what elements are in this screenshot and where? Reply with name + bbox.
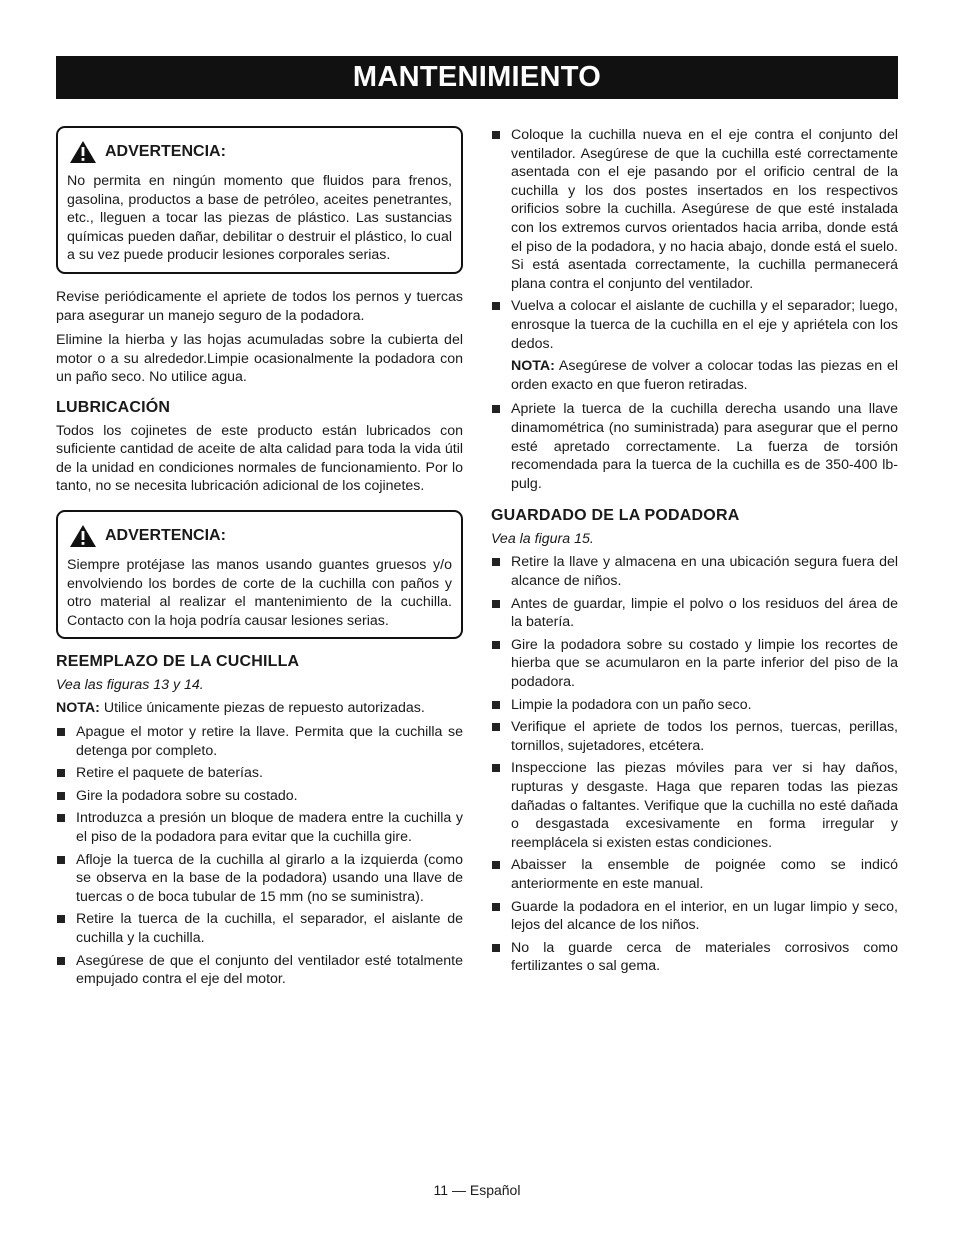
section-heading-blade-replacement: REEMPLAZO DE LA CUCHILLA: [56, 653, 300, 671]
note-text: Utilice únicamente piezas de repuesto autorizadas.: [103, 700, 425, 717]
list-item: Inspeccione las piezas móviles para ver si hay daños, rupturas y desgaste. Haga que reparen todas las piezas dañadas o faltantes. Verifique que la cuchilla no esté dañada o desgastada excesivamente en forma irregular y reemplácela si existen estas condiciones.: [491, 759, 898, 852]
bullet-square-icon: [57, 792, 65, 800]
warning-text: Siempre protéjase las manos usando guantes gruesos y/o envolviendo los bordes de corte de la cuchilla con paños y otro material al realizar el mantenimiento de la cuchilla. Contacto con la hoja podría causar lesiones serias.: [67, 556, 452, 629]
paragraph-lubrication: Todos los cojinetes de este producto están lubricados con suficiente cantidad de aceite de alta calidad para toda la vida útil de la unidad en condiciones normales de funcionamiento. Por lo tanto, no se necesita lubricación adicional de los cojinetes.: [56, 422, 463, 495]
list-item: Abaisser la ensemble de poignée como se indicó anteriormente en este manual.: [491, 856, 898, 893]
list-item: Antes de guardar, limpie el polvo o los residuos del área de la batería.: [491, 595, 898, 632]
bullet-square-icon: [57, 769, 65, 777]
warning-triangle-icon: [69, 140, 97, 164]
blade-install-steps: [491, 126, 898, 353]
list-item: Gire la podadora sobre su costado.: [56, 787, 463, 806]
list-item: Coloque la cuchilla nueva en el eje contra el conjunto del ventilador. Asegúrese de que la cuchilla esté correctamente asentada con el eje pasando por el orificio central de la cuchilla y los dos postes insertados en los respectivos orificios sobre la cuchilla. Asegúrese de que esté instalada con los extremos curvos orientados hacia arriba, donde está el piso de la podadora, y no hacia abajo, donde está el suelo. Si está asentada correctamente, la cuchilla permanecerá plana contra el conjunto del ventilador.: [491, 126, 898, 293]
bullet-square-icon: [57, 728, 65, 736]
list-item: Guarde la podadora en el interior, en un lugar limpio y seco, lejos del alcance de los niños.: [491, 898, 898, 935]
list-item: Verifique el apriete de todos los pernos, tuercas, perillas, tornillos, sujetadores, etcétera.: [491, 718, 898, 755]
bullet-square-icon: [492, 903, 500, 911]
section-heading-lubrication: LUBRICACIÓN: [56, 398, 171, 416]
figure-reference: Vea la figura 15.: [491, 530, 594, 547]
bullet-square-icon: [492, 558, 500, 566]
left-column: [56, 126, 463, 993]
section-heading-storage: GUARDADO DE LA PODADORA: [491, 507, 740, 525]
storage-steps: [491, 553, 898, 975]
bullet-square-icon: [492, 944, 500, 952]
note: [56, 699, 463, 718]
page-number: 11 — Español: [433, 1182, 521, 1198]
note: [491, 357, 898, 394]
warning-header: [69, 140, 452, 164]
list-item: Afloje la tuerca de la cuchilla al girarlo a la izquierda (como se observa en la base de la podadora) usando una llave de tuercas o de boca tubular de 15 mm (no se suministra).: [56, 851, 463, 907]
list-item: Limpie la podadora con un paño seco.: [491, 696, 898, 715]
bullet-square-icon: [57, 957, 65, 965]
paragraph-check-bolts: Revise periódicamente el apriete de todos los pernos y tuercas para asegurar un manejo seguro de la podadora.: [56, 288, 463, 324]
warning-box-fluids: [56, 126, 463, 274]
note-text: Asegúrese de volver a colocar todas las piezas en el orden exacto en que fueron retiradas.: [511, 358, 898, 393]
list-item: Gire la podadora sobre su costado y limpie los recortes de hierba que se acumularon en la parte inferior del piso de la podadora.: [491, 636, 898, 692]
right-column: [491, 126, 898, 980]
figure-reference: Vea las figuras 13 y 14.: [56, 676, 204, 693]
bullet-square-icon: [492, 641, 500, 649]
warning-text: No permita en ningún momento que fluidos para frenos, gasolina, productos a base de petróleo, aceites penetrantes, etc., lleguen a tocar las piezas de plástico. Las sustancias químicas pueden dañar, debilitar o destruir el plástico, lo cual a su vez puede producir lesiones corporales serias.: [67, 173, 452, 264]
list-item: Vuelva a colocar el aislante de cuchilla y el separador; luego, enrosque la tuerca de la cuchilla en el eje y apriétela con los dedos.: [491, 297, 898, 353]
bullet-square-icon: [492, 723, 500, 731]
list-item: No la guarde cerca de materiales corrosivos como fertilizantes o sal gema.: [491, 939, 898, 976]
list-item: Introduzca a presión un bloque de madera entre la cuchilla y el piso de la podadora para evitar que la cuchilla gire.: [56, 809, 463, 846]
bullet-square-icon: [492, 764, 500, 772]
list-item: Retire la llave y almacena en una ubicación segura fuera del alcance de niños.: [491, 553, 898, 590]
note-label: NOTA:: [511, 358, 555, 375]
bullet-square-icon: [492, 405, 500, 413]
bullet-square-icon: [57, 814, 65, 822]
list-item: Apague el motor y retire la llave. Permita que la cuchilla se detenga por completo.: [56, 723, 463, 760]
warning-box-gloves: [56, 510, 463, 639]
bullet-square-icon: [492, 131, 500, 139]
bullet-square-icon: [57, 856, 65, 864]
note-label: NOTA:: [56, 700, 100, 717]
list-item: Retire la tuerca de la cuchilla, el separador, el aislante de cuchilla y la cuchilla.: [56, 910, 463, 947]
list-item: Apriete la tuerca de la cuchilla derecha usando una llave dinamométrica (no suministrada) para asegurar que el perno esté apretado correctamente. La fuerza de torsión recomendada para la tuerca de la cuchilla es de 350-400 lb-pulg.: [491, 400, 898, 493]
paragraph-clean-mower: Elimine la hierba y las hojas acumuladas sobre la cubierta del motor o a su alrededor.Limpie ocasionalmente la podadora con un paño seco. No utilice agua.: [56, 332, 463, 386]
bullet-square-icon: [492, 302, 500, 310]
bullet-square-icon: [57, 915, 65, 923]
warning-header: [69, 524, 452, 548]
list-item: Retire el paquete de baterías.: [56, 764, 463, 783]
list-item: Asegúrese de que el conjunto del ventilador esté totalmente empujado contra el eje del motor.: [56, 952, 463, 989]
bullet-square-icon: [492, 701, 500, 709]
warning-triangle-icon: [69, 524, 97, 548]
page-title-bar: [56, 56, 898, 99]
warning-heading: ADVERTENCIA:: [105, 142, 226, 160]
warning-heading: ADVERTENCIA:: [105, 526, 226, 544]
page-title: MANTENIMIENTO: [352, 61, 602, 93]
blade-replacement-steps: [56, 723, 463, 989]
bullet-square-icon: [492, 600, 500, 608]
blade-torque-steps: [491, 400, 898, 493]
bullet-square-icon: [492, 861, 500, 869]
page-footer: [0, 1182, 954, 1198]
